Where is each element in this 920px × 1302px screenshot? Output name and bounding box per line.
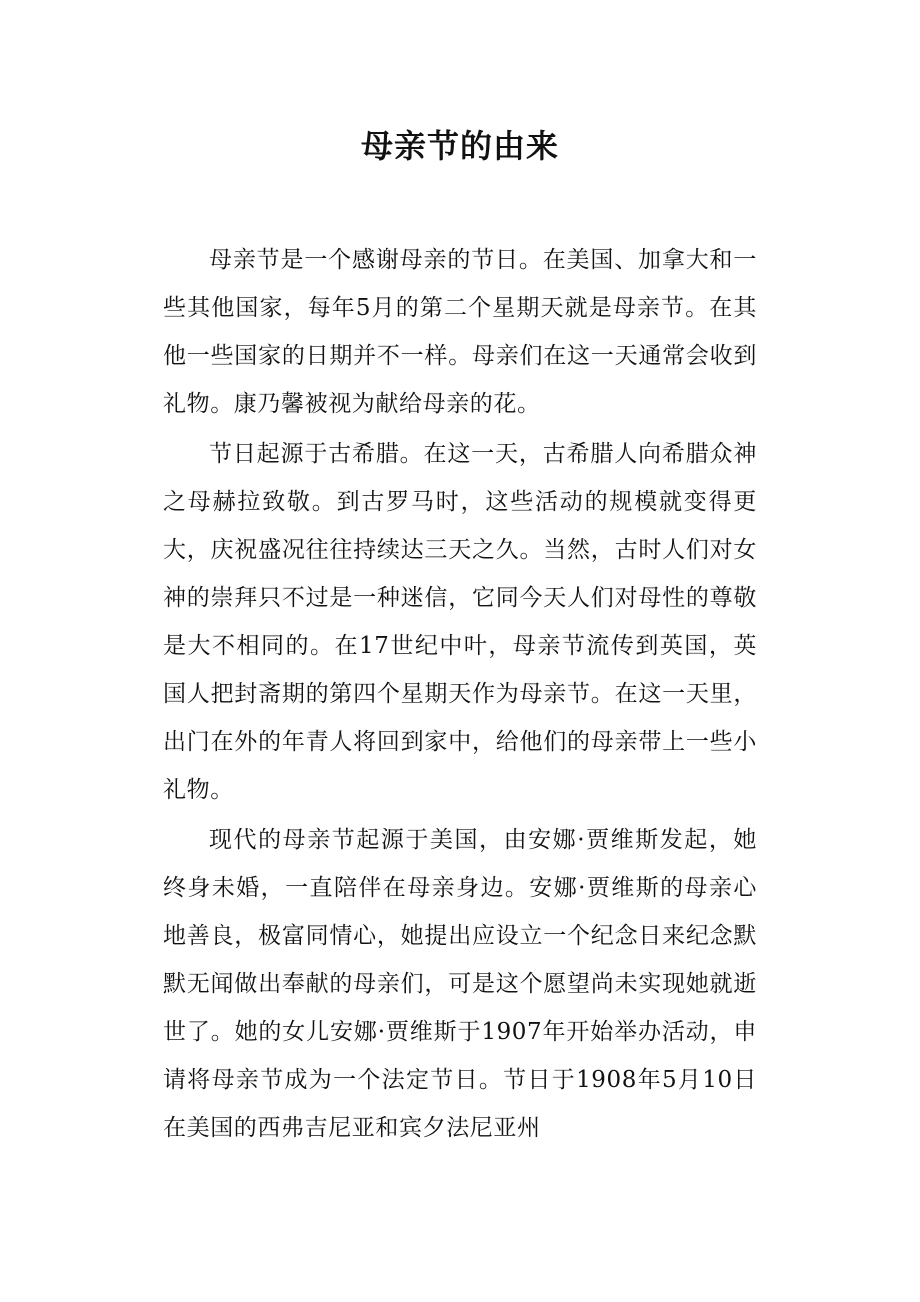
document-body (163, 236, 757, 1152)
document-title: 母亲节的由来 (360, 127, 559, 165)
paragraph-1: 母亲节是一个感谢母亲的节日。在美国、加拿大和一些其他国家，每年5月的第二个星期天就是母亲节。在其他一些国家的日期并不一样。母亲们在这一天通常会收到礼物。康乃馨被视为献给母亲的花。 (163, 247, 757, 417)
paragraph-3: 现代的母亲节起源于美国，由安娜·贾维斯发起，她终身未婚，一直陪伴在母亲身边。安娜·贾维斯的母亲心地善良，极富同情心，她提出应设立一个纪念日来纪念默默无闻做出奉献的母亲们，可是这个愿望尚未实现她就逝世了。她的女儿安娜·贾维斯于1907年开始举办活动，申请将母亲节成为一个法定节日。节日于1908年5月10日在美国的西弗吉尼亚和宾夕法尼亚州 (163, 827, 757, 1141)
paragraph-2: 节日起源于古希腊。在这一天，古希腊人向希腊众神之母赫拉致敬。到古罗马时，这些活动的规模就变得更大，庆祝盛况往往持续达三天之久。当然，古时人们对女神的崇拜只不过是一种迷信，它同今天人们对母性的尊敬是大不相同的。在17世纪中叶，母亲节流传到英国，英国人把封斋期的第四个星期天作为母亲节。在这一天里，出门在外的年青人将回到家中，给他们的母亲带上一些小礼物。 (163, 441, 757, 803)
